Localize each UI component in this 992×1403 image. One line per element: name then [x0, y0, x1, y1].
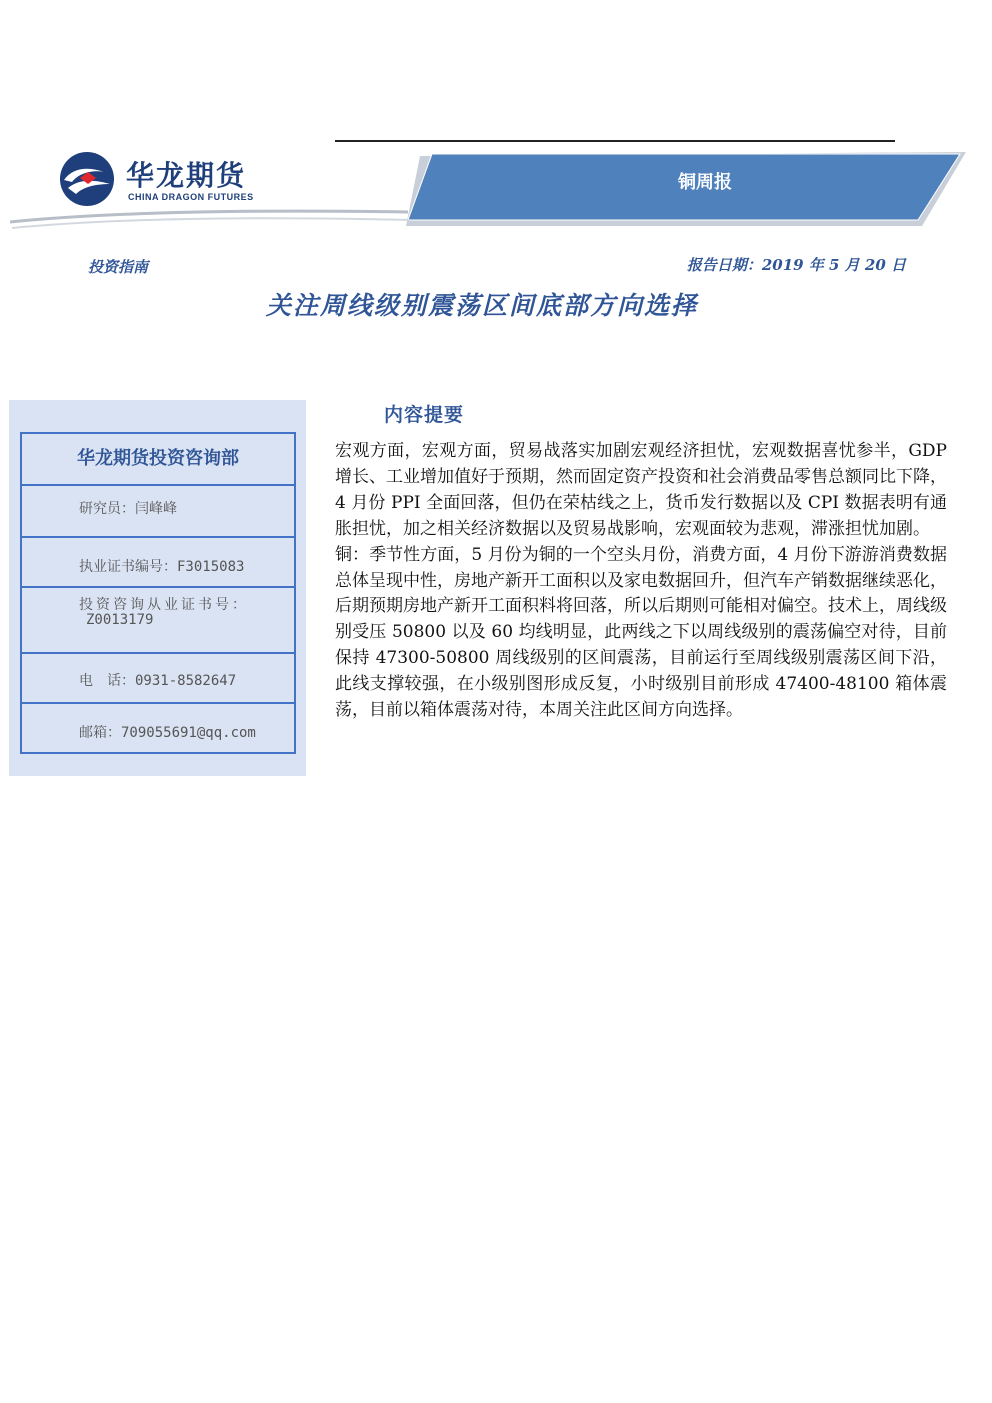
consult-cert-label: 投资咨询从业证书号： — [79, 597, 249, 613]
company-logo — [58, 150, 278, 212]
investment-guide-label: 投资指南 — [88, 258, 149, 276]
consult-cert-number: Z0013179 — [86, 612, 154, 628]
summary-body — [335, 439, 947, 724]
summary-heading: 内容提要 — [384, 404, 465, 426]
contact-info-box — [20, 432, 296, 754]
logo-english-name: CHINA DRAGON FUTURES — [128, 192, 254, 202]
department-name: 华龙期货投资咨询部 — [77, 448, 239, 469]
china-dragon-futures-logo-icon — [58, 150, 116, 208]
report-date: 报告日期：2019 年 5 月 20 日 — [686, 256, 906, 274]
consult-cert-row — [22, 586, 294, 652]
report-type-label: 铜周报 — [678, 172, 732, 193]
email-text: 邮箱：709055691@qq.com — [79, 725, 256, 741]
email-row — [22, 702, 294, 752]
document-title: 关注周线级别震荡区间底部方向选择 — [265, 291, 698, 320]
researcher-row — [22, 484, 294, 536]
researcher-text: 研究员：闫峰峰 — [79, 501, 177, 517]
logo-chinese-name: 华龙期货 — [126, 159, 247, 192]
copper-paragraph: 铜：季节性方面，5 月份为铜的一个空头月份，消费方面，4 月份下游游消费数据总体呈现中性，房地产新开工面积以及家电数据回升，但汽车产销数据继续恶化，后期预期房地产新开工面积料将回落，所以后期则可能相对偏空。技术上，周线级别受压 50800 以及 60 均线明显，此两线之下以周线级别的震荡偏空对待，目前保持 47300-50800 周线级别的区间震荡，目前运行至周线级别震荡区间下沿，此线支撑较强，在小级别图形成反复，小时级别目前形成 47400-48100 箱体震荡，目前以箱体震荡对待，本周关注此区间方向选择。 — [335, 544, 947, 721]
phone-text: 电 话：0931-8582647 — [79, 673, 237, 689]
macro-paragraph: 宏观方面，宏观方面，贸易战落实加剧宏观经济担忧，宏观数据喜忧参半，GDP 增长、工业增加值好于预期，然而固定资产投资和社会消费品零售总额同比下降，4 月份 PPI 全面回落，但仍在荣枯线之上，货币发行数据以及 CPI 数据表明有通胀担忧，加之相关经济数据以及贸易战影响，宏观面较为悲观，滞涨担忧加剧。 — [335, 441, 947, 539]
phone-row — [22, 652, 294, 702]
license-text: 执业证书编号：F3015083 — [79, 559, 245, 575]
license-row — [22, 536, 294, 586]
top-rule — [335, 140, 895, 142]
